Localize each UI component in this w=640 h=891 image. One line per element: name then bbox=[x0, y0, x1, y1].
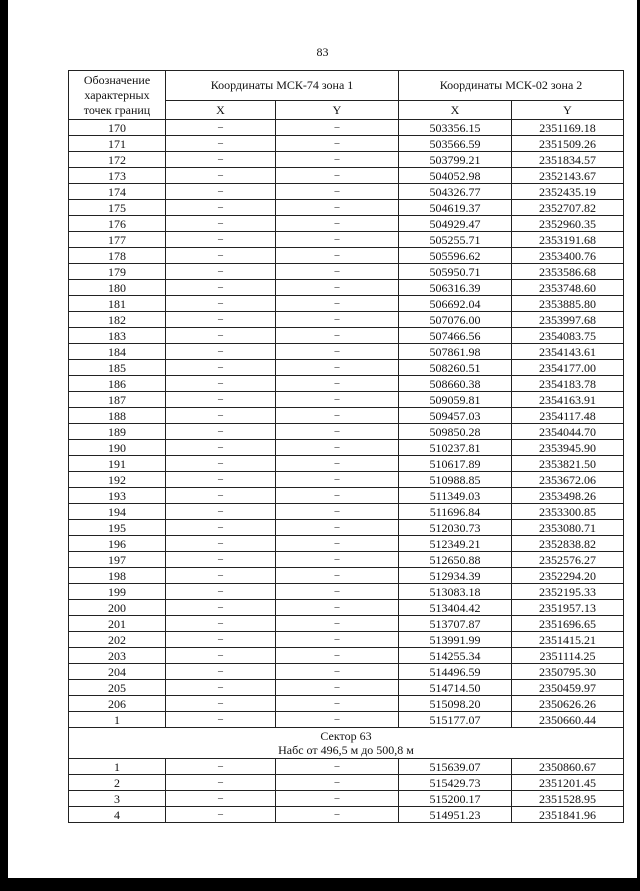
point-cell: 186 bbox=[69, 376, 166, 392]
point-cell: 187 bbox=[69, 392, 166, 408]
msk74-x-cell: – bbox=[166, 520, 276, 536]
msk74-x-cell: – bbox=[166, 344, 276, 360]
msk02-x-cell: 515639.07 bbox=[399, 759, 512, 775]
msk74-x-cell: – bbox=[166, 584, 276, 600]
table-row bbox=[69, 280, 624, 296]
table-row bbox=[69, 712, 624, 728]
msk02-y-cell: 2353080.71 bbox=[512, 520, 624, 536]
msk74-y-cell: – bbox=[276, 344, 399, 360]
msk02-y-cell: 2352838.82 bbox=[512, 536, 624, 552]
msk74-y-cell: – bbox=[276, 392, 399, 408]
msk02-y-cell: 2351834.57 bbox=[512, 152, 624, 168]
point-cell: 183 bbox=[69, 328, 166, 344]
msk74-x-cell: – bbox=[166, 536, 276, 552]
table-row bbox=[69, 648, 624, 664]
msk02-x-cell: 509850.28 bbox=[399, 424, 512, 440]
msk74-y-cell: – bbox=[276, 328, 399, 344]
msk74-y-cell: – bbox=[276, 136, 399, 152]
point-cell: 185 bbox=[69, 360, 166, 376]
sector-header bbox=[69, 728, 624, 759]
table-row bbox=[69, 759, 624, 775]
msk02-x-cell: 514496.59 bbox=[399, 664, 512, 680]
table-row bbox=[69, 616, 624, 632]
msk02-x-cell: 513707.87 bbox=[399, 616, 512, 632]
msk74-y-cell: – bbox=[276, 552, 399, 568]
msk02-x-cell: 507076.00 bbox=[399, 312, 512, 328]
point-cell: 2 bbox=[69, 775, 166, 791]
msk02-x-cell: 507466.56 bbox=[399, 328, 512, 344]
msk02-x-cell: 510988.85 bbox=[399, 472, 512, 488]
table-row bbox=[69, 807, 624, 823]
msk02-y-cell: 2354143.61 bbox=[512, 344, 624, 360]
msk02-x-cell: 507861.98 bbox=[399, 344, 512, 360]
msk02-y-cell: 2353945.90 bbox=[512, 440, 624, 456]
msk74-x-cell: – bbox=[166, 408, 276, 424]
msk74-x-cell: – bbox=[166, 440, 276, 456]
msk74-x-cell: – bbox=[166, 648, 276, 664]
msk02-y-cell: 2354163.91 bbox=[512, 392, 624, 408]
msk74-x-cell: – bbox=[166, 184, 276, 200]
document-page bbox=[8, 0, 637, 878]
msk74-y-cell: – bbox=[276, 232, 399, 248]
msk74-x-cell: – bbox=[166, 680, 276, 696]
msk02-y-cell: 2351528.95 bbox=[512, 791, 624, 807]
msk74-y-cell: – bbox=[276, 120, 399, 136]
table-row bbox=[69, 120, 624, 136]
table-row bbox=[69, 488, 624, 504]
msk74-y-cell: – bbox=[276, 680, 399, 696]
msk02-y-cell: 2353748.60 bbox=[512, 280, 624, 296]
msk02-y-cell: 2352435.19 bbox=[512, 184, 624, 200]
msk02-y-cell: 2352960.35 bbox=[512, 216, 624, 232]
msk02-x-cell: 504326.77 bbox=[399, 184, 512, 200]
msk02-x-cell: 506316.39 bbox=[399, 280, 512, 296]
msk74-x-cell: – bbox=[166, 632, 276, 648]
msk02-x-cell: 513083.18 bbox=[399, 584, 512, 600]
table-row bbox=[69, 791, 624, 807]
page-number: 83 bbox=[316, 45, 329, 59]
msk02-y-cell: 2351696.65 bbox=[512, 616, 624, 632]
msk02-x-cell: 509457.03 bbox=[399, 408, 512, 424]
table-row bbox=[69, 248, 624, 264]
msk02-x-cell: 512030.73 bbox=[399, 520, 512, 536]
msk74-y-cell: – bbox=[276, 472, 399, 488]
msk74-y-cell: – bbox=[276, 712, 399, 728]
msk02-y-cell: 2353498.26 bbox=[512, 488, 624, 504]
msk02-x-cell: 514255.34 bbox=[399, 648, 512, 664]
table-row bbox=[69, 600, 624, 616]
point-cell: 190 bbox=[69, 440, 166, 456]
point-cell: 199 bbox=[69, 584, 166, 600]
msk02-x-cell: 515177.07 bbox=[399, 712, 512, 728]
msk74-x-cell: – bbox=[166, 264, 276, 280]
sector-title: Сектор 63 bbox=[320, 729, 372, 743]
table-row bbox=[69, 200, 624, 216]
msk02-x-cell: 514951.23 bbox=[399, 807, 512, 823]
msk74-y-cell: – bbox=[276, 408, 399, 424]
point-cell: 195 bbox=[69, 520, 166, 536]
table-row bbox=[69, 168, 624, 184]
msk74-y-cell: – bbox=[276, 424, 399, 440]
sector-header-row bbox=[69, 728, 624, 759]
header-msk74: Координаты МСК-74 зона 1 bbox=[166, 71, 399, 101]
msk02-y-cell: 2351201.45 bbox=[512, 775, 624, 791]
msk74-x-cell: – bbox=[166, 136, 276, 152]
msk74-x-cell: – bbox=[166, 232, 276, 248]
table-row bbox=[69, 360, 624, 376]
msk02-x-cell: 503566.59 bbox=[399, 136, 512, 152]
msk74-y-cell: – bbox=[276, 248, 399, 264]
table-row bbox=[69, 152, 624, 168]
msk02-x-cell: 509059.81 bbox=[399, 392, 512, 408]
msk02-x-cell: 508660.38 bbox=[399, 376, 512, 392]
msk74-y-cell: – bbox=[276, 504, 399, 520]
msk74-y-cell: – bbox=[276, 648, 399, 664]
msk74-y-cell: – bbox=[276, 200, 399, 216]
coordinates-table bbox=[68, 70, 624, 823]
msk02-y-cell: 2351841.96 bbox=[512, 807, 624, 823]
msk02-x-cell: 503356.15 bbox=[399, 120, 512, 136]
msk02-y-cell: 2351509.26 bbox=[512, 136, 624, 152]
msk02-y-cell: 2354083.75 bbox=[512, 328, 624, 344]
msk02-x-cell: 512650.88 bbox=[399, 552, 512, 568]
msk74-y-cell: – bbox=[276, 775, 399, 791]
point-cell: 171 bbox=[69, 136, 166, 152]
msk02-x-cell: 505950.71 bbox=[399, 264, 512, 280]
header-point-designation: Обозначение характерных точек границ bbox=[69, 71, 166, 120]
msk02-y-cell: 2352576.27 bbox=[512, 552, 624, 568]
msk74-y-cell: – bbox=[276, 600, 399, 616]
point-cell: 189 bbox=[69, 424, 166, 440]
msk74-y-cell: – bbox=[276, 456, 399, 472]
msk74-x-cell: – bbox=[166, 280, 276, 296]
point-cell: 174 bbox=[69, 184, 166, 200]
msk02-y-cell: 2353191.68 bbox=[512, 232, 624, 248]
msk74-y-cell: – bbox=[276, 696, 399, 712]
point-cell: 173 bbox=[69, 168, 166, 184]
point-cell: 200 bbox=[69, 600, 166, 616]
point-cell: 203 bbox=[69, 648, 166, 664]
msk74-x-cell: – bbox=[166, 296, 276, 312]
point-cell: 4 bbox=[69, 807, 166, 823]
msk74-y-cell: – bbox=[276, 632, 399, 648]
msk74-y-cell: – bbox=[276, 264, 399, 280]
msk02-y-cell: 2352195.33 bbox=[512, 584, 624, 600]
msk02-y-cell: 2350795.30 bbox=[512, 664, 624, 680]
msk02-y-cell: 2351957.13 bbox=[512, 600, 624, 616]
msk74-x-cell: – bbox=[166, 360, 276, 376]
msk02-x-cell: 505596.62 bbox=[399, 248, 512, 264]
sector-subtitle: Набс от 496,5 м до 500,8 м bbox=[278, 743, 414, 757]
point-cell: 172 bbox=[69, 152, 166, 168]
msk74-x-cell: – bbox=[166, 200, 276, 216]
table-row bbox=[69, 664, 624, 680]
table-row bbox=[69, 584, 624, 600]
msk74-y-cell: – bbox=[276, 184, 399, 200]
msk02-y-cell: 2353997.68 bbox=[512, 312, 624, 328]
point-cell: 197 bbox=[69, 552, 166, 568]
msk74-x-cell: – bbox=[166, 392, 276, 408]
table-row bbox=[69, 552, 624, 568]
msk02-y-cell: 2351114.25 bbox=[512, 648, 624, 664]
msk74-x-cell: – bbox=[166, 775, 276, 791]
table-row bbox=[69, 536, 624, 552]
msk02-y-cell: 2353885.80 bbox=[512, 296, 624, 312]
point-cell: 193 bbox=[69, 488, 166, 504]
table-row bbox=[69, 424, 624, 440]
msk74-y-cell: – bbox=[276, 616, 399, 632]
sector-table-body bbox=[69, 759, 624, 823]
point-cell: 175 bbox=[69, 200, 166, 216]
msk02-x-cell: 510237.81 bbox=[399, 440, 512, 456]
header-msk02-y: Y bbox=[512, 101, 624, 120]
msk74-x-cell: – bbox=[166, 312, 276, 328]
msk74-x-cell: – bbox=[166, 807, 276, 823]
msk74-x-cell: – bbox=[166, 424, 276, 440]
msk02-y-cell: 2353672.06 bbox=[512, 472, 624, 488]
msk74-x-cell: – bbox=[166, 488, 276, 504]
msk02-x-cell: 506692.04 bbox=[399, 296, 512, 312]
msk74-y-cell: – bbox=[276, 584, 399, 600]
msk02-x-cell: 510617.89 bbox=[399, 456, 512, 472]
msk02-y-cell: 2354044.70 bbox=[512, 424, 624, 440]
msk02-x-cell: 513991.99 bbox=[399, 632, 512, 648]
point-cell: 1 bbox=[69, 759, 166, 775]
header-msk74-y: Y bbox=[276, 101, 399, 120]
msk74-y-cell: – bbox=[276, 791, 399, 807]
msk74-x-cell: – bbox=[166, 248, 276, 264]
point-cell: 184 bbox=[69, 344, 166, 360]
header-msk02-x: X bbox=[399, 101, 512, 120]
point-cell: 176 bbox=[69, 216, 166, 232]
msk02-x-cell: 513404.42 bbox=[399, 600, 512, 616]
table-row bbox=[69, 456, 624, 472]
header-msk74-x: X bbox=[166, 101, 276, 120]
msk74-x-cell: – bbox=[166, 616, 276, 632]
msk02-y-cell: 2353300.85 bbox=[512, 504, 624, 520]
msk02-y-cell: 2353400.76 bbox=[512, 248, 624, 264]
point-cell: 202 bbox=[69, 632, 166, 648]
point-cell: 179 bbox=[69, 264, 166, 280]
msk74-x-cell: – bbox=[166, 568, 276, 584]
msk02-y-cell: 2354183.78 bbox=[512, 376, 624, 392]
msk02-y-cell: 2353821.50 bbox=[512, 456, 624, 472]
point-cell: 177 bbox=[69, 232, 166, 248]
msk74-x-cell: – bbox=[166, 216, 276, 232]
msk74-x-cell: – bbox=[166, 376, 276, 392]
table-row bbox=[69, 312, 624, 328]
msk74-y-cell: – bbox=[276, 280, 399, 296]
msk02-x-cell: 512349.21 bbox=[399, 536, 512, 552]
msk02-x-cell: 508260.51 bbox=[399, 360, 512, 376]
msk02-x-cell: 504929.47 bbox=[399, 216, 512, 232]
table-row bbox=[69, 472, 624, 488]
table-row bbox=[69, 632, 624, 648]
msk02-y-cell: 2353586.68 bbox=[512, 264, 624, 280]
msk74-x-cell: – bbox=[166, 712, 276, 728]
table-row bbox=[69, 440, 624, 456]
msk74-x-cell: – bbox=[166, 152, 276, 168]
msk02-x-cell: 504052.98 bbox=[399, 168, 512, 184]
table-body bbox=[69, 120, 624, 728]
point-cell: 3 bbox=[69, 791, 166, 807]
msk74-x-cell: – bbox=[166, 791, 276, 807]
msk74-y-cell: – bbox=[276, 759, 399, 775]
msk74-y-cell: – bbox=[276, 360, 399, 376]
point-cell: 201 bbox=[69, 616, 166, 632]
point-cell: 194 bbox=[69, 504, 166, 520]
table-row bbox=[69, 264, 624, 280]
msk02-x-cell: 512934.39 bbox=[399, 568, 512, 584]
table-row bbox=[69, 568, 624, 584]
msk02-y-cell: 2350459.97 bbox=[512, 680, 624, 696]
msk74-y-cell: – bbox=[276, 152, 399, 168]
point-cell: 205 bbox=[69, 680, 166, 696]
msk74-x-cell: – bbox=[166, 456, 276, 472]
header-msk02: Координаты МСК-02 зона 2 bbox=[399, 71, 624, 101]
msk02-y-cell: 2352143.67 bbox=[512, 168, 624, 184]
msk74-y-cell: – bbox=[276, 376, 399, 392]
msk02-y-cell: 2354117.48 bbox=[512, 408, 624, 424]
point-cell: 178 bbox=[69, 248, 166, 264]
msk74-y-cell: – bbox=[276, 536, 399, 552]
msk74-x-cell: – bbox=[166, 120, 276, 136]
msk74-x-cell: – bbox=[166, 552, 276, 568]
msk74-x-cell: – bbox=[166, 759, 276, 775]
point-cell: 188 bbox=[69, 408, 166, 424]
point-cell: 204 bbox=[69, 664, 166, 680]
table-row bbox=[69, 184, 624, 200]
msk02-y-cell: 2351169.18 bbox=[512, 120, 624, 136]
msk02-y-cell: 2352707.82 bbox=[512, 200, 624, 216]
msk02-x-cell: 515200.17 bbox=[399, 791, 512, 807]
table-row bbox=[69, 520, 624, 536]
msk02-y-cell: 2350626.26 bbox=[512, 696, 624, 712]
msk02-x-cell: 515098.20 bbox=[399, 696, 512, 712]
table-row bbox=[69, 344, 624, 360]
msk02-y-cell: 2351415.21 bbox=[512, 632, 624, 648]
msk02-x-cell: 511696.84 bbox=[399, 504, 512, 520]
msk74-x-cell: – bbox=[166, 504, 276, 520]
point-cell: 182 bbox=[69, 312, 166, 328]
msk02-y-cell: 2350860.67 bbox=[512, 759, 624, 775]
point-cell: 1 bbox=[69, 712, 166, 728]
table-row bbox=[69, 775, 624, 791]
msk02-x-cell: 504619.37 bbox=[399, 200, 512, 216]
point-cell: 198 bbox=[69, 568, 166, 584]
table-row bbox=[69, 232, 624, 248]
point-cell: 192 bbox=[69, 472, 166, 488]
msk74-y-cell: – bbox=[276, 296, 399, 312]
table-row bbox=[69, 376, 624, 392]
msk02-x-cell: 503799.21 bbox=[399, 152, 512, 168]
table-row bbox=[69, 216, 624, 232]
msk74-x-cell: – bbox=[166, 600, 276, 616]
msk74-x-cell: – bbox=[166, 472, 276, 488]
msk02-x-cell: 511349.03 bbox=[399, 488, 512, 504]
msk02-x-cell: 514714.50 bbox=[399, 680, 512, 696]
point-cell: 196 bbox=[69, 536, 166, 552]
table-row bbox=[69, 136, 624, 152]
table-row bbox=[69, 392, 624, 408]
msk74-x-cell: – bbox=[166, 328, 276, 344]
point-cell: 206 bbox=[69, 696, 166, 712]
msk02-y-cell: 2352294.20 bbox=[512, 568, 624, 584]
point-cell: 191 bbox=[69, 456, 166, 472]
msk74-y-cell: – bbox=[276, 568, 399, 584]
table-row bbox=[69, 680, 624, 696]
msk74-y-cell: – bbox=[276, 664, 399, 680]
msk74-y-cell: – bbox=[276, 168, 399, 184]
msk74-y-cell: – bbox=[276, 440, 399, 456]
msk74-y-cell: – bbox=[276, 807, 399, 823]
msk74-x-cell: – bbox=[166, 664, 276, 680]
msk74-y-cell: – bbox=[276, 488, 399, 504]
msk74-x-cell: – bbox=[166, 696, 276, 712]
msk74-x-cell: – bbox=[166, 168, 276, 184]
msk74-y-cell: – bbox=[276, 520, 399, 536]
msk02-y-cell: 2350660.44 bbox=[512, 712, 624, 728]
point-cell: 181 bbox=[69, 296, 166, 312]
msk74-y-cell: – bbox=[276, 312, 399, 328]
msk02-x-cell: 515429.73 bbox=[399, 775, 512, 791]
table-row bbox=[69, 296, 624, 312]
point-cell: 170 bbox=[69, 120, 166, 136]
msk02-x-cell: 505255.71 bbox=[399, 232, 512, 248]
msk02-y-cell: 2354177.00 bbox=[512, 360, 624, 376]
table-row bbox=[69, 408, 624, 424]
table-row bbox=[69, 696, 624, 712]
msk74-y-cell: – bbox=[276, 216, 399, 232]
table-row bbox=[69, 328, 624, 344]
point-cell: 180 bbox=[69, 280, 166, 296]
table-row bbox=[69, 504, 624, 520]
